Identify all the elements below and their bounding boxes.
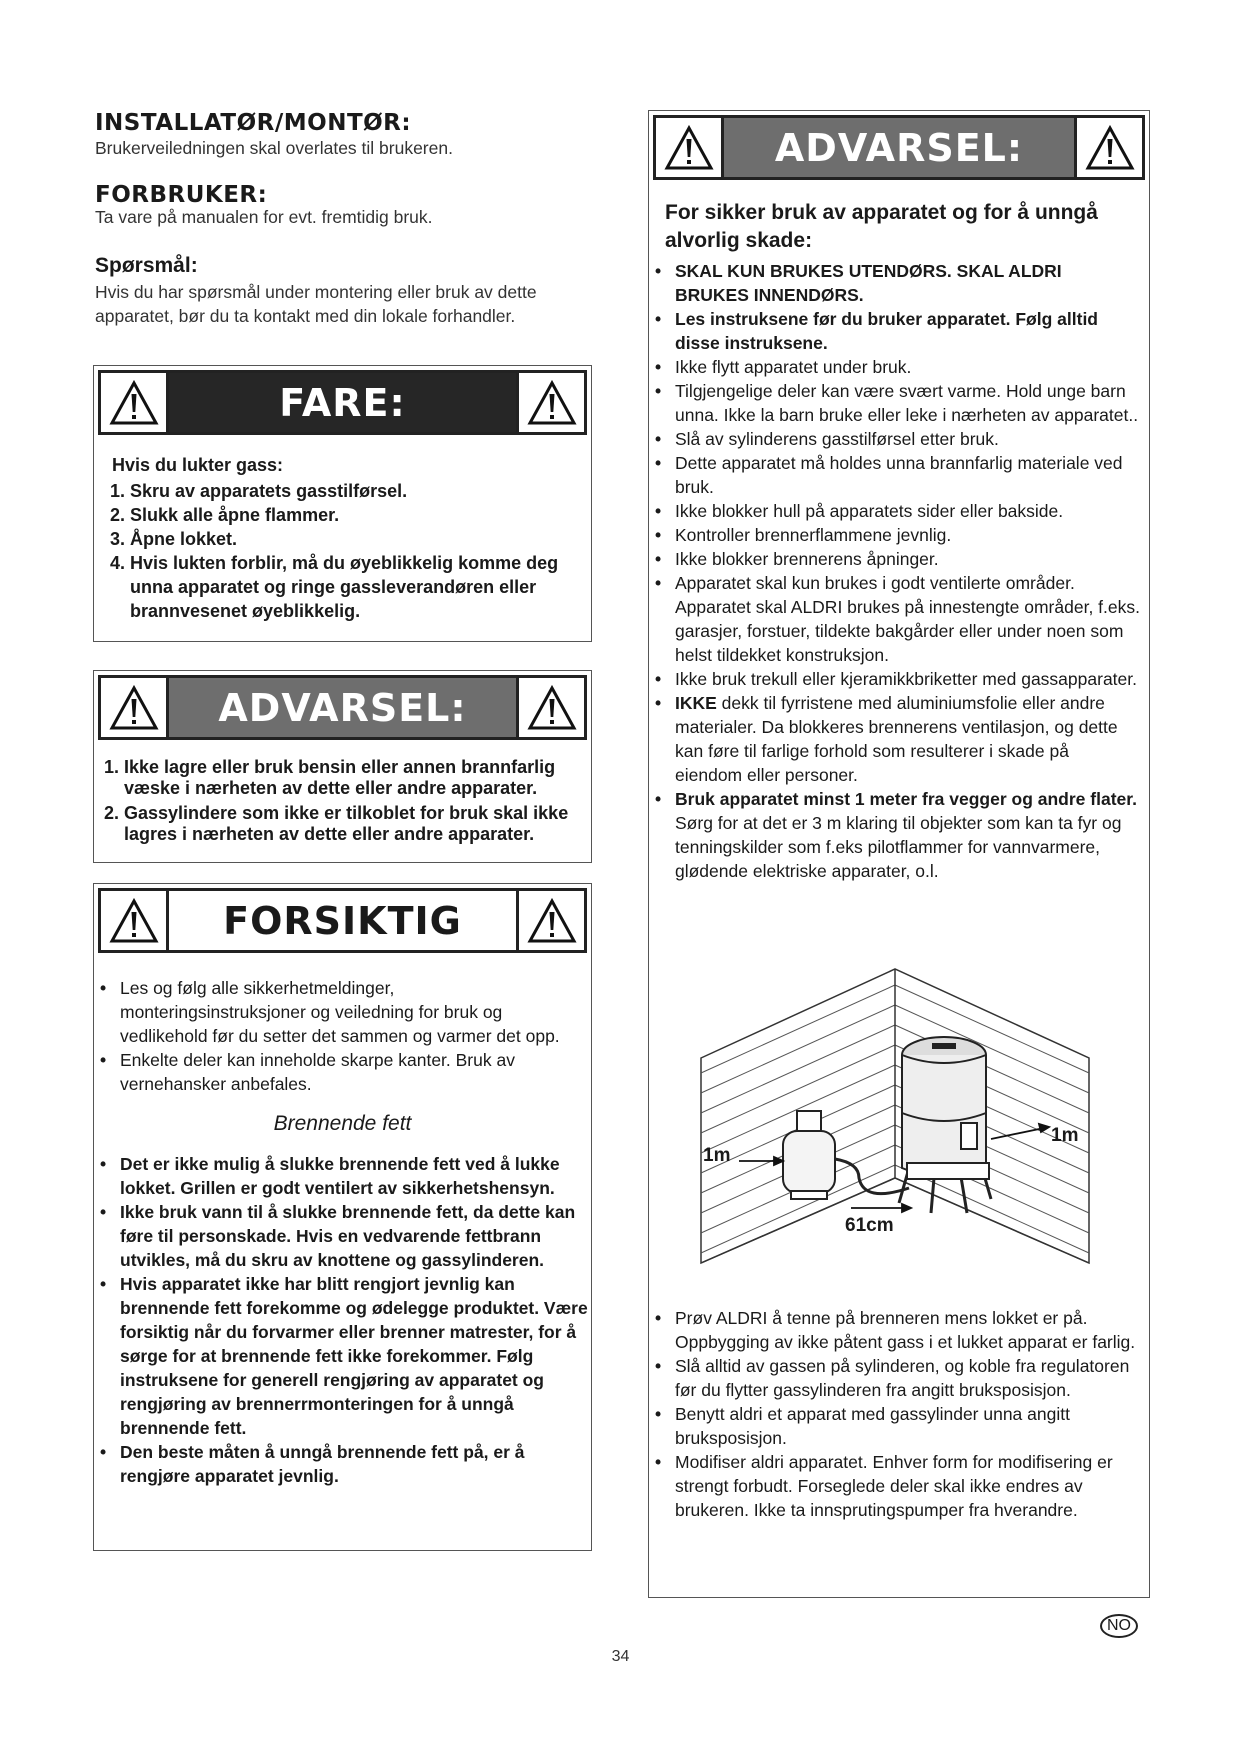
distance-rest: Sørg for at det er 3 m klaring til objekter som kan ta fyr og tenningskilder som f.eks pilotflammer for vannvarmere, glødende elektriske apparater, o.l. [675, 813, 1122, 881]
consumer-text: Ta vare på manualen for evt. fremtidig bruk. [95, 207, 433, 227]
list-item [675, 691, 1140, 787]
list-item: • Apparatet skal kun brukes i godt ventilerte områder. Apparatet skal ALDRI brukes på innestengte områder, f.eks. garasjer, forstuer, tildekte bakgårder eller under noen som helst tildekket konstruksjon. [675, 571, 1140, 667]
warning-right-box [648, 110, 1150, 1598]
ikke-rest: dekk til fyrristene med aluminiumsfolie eller andre materialer. Da blokkeres brennerens ventilasjon, og dette kan føre til farlige forhold som resulterer i skade på eiendom eller personer. [675, 693, 1118, 785]
danger-intro: Hvis du lukter gass: [112, 455, 284, 475]
warning-left-list [88, 757, 594, 845]
ikke-bold: IKKE [675, 693, 717, 713]
warning-right-list [651, 259, 1140, 883]
list-item: • Modifiser aldri apparatet. Enhver form for modifisering er strengt forbudt. Forseglede deler skal ikke endres av brukeren. Ikke ta innsprutingspumper fra hverandre. [675, 1450, 1140, 1522]
warning-right-banner [653, 115, 1145, 180]
warning-triangle-icon [656, 118, 724, 177]
list-item: • Enkelte deler kan inneholde skarpe kanter. Bruk av vernehansker anbefales. [120, 1048, 570, 1096]
installer-heading: INSTALLATØR/MONTØR: [95, 110, 412, 136]
list-item: 3. Åpne lokket. [130, 527, 590, 551]
grease-list [96, 1152, 595, 1488]
list-item: • SKAL KUN BRUKES UTENDØRS. SKAL ALDRI BRUKES INNENDØRS. [675, 259, 1140, 307]
list-item: 1. Skru av apparatets gasstilførsel. [130, 479, 590, 503]
warning-left-banner [98, 675, 587, 740]
danger-banner [98, 370, 587, 435]
list-item: 1. Ikke lagre eller bruk bensin eller annen brannfarlig væske i nærheten av dette eller andre apparater. [124, 757, 594, 799]
list-item: • Kontroller brennerflammene jevnlig. [675, 523, 1140, 547]
list-item: • Hvis apparatet ikke har blitt rengjort jevnlig kan brennende fett forekomme og ødelegge produktet. Være forsiktig når du forvarmer eller brenner matrester, for å sørge for at brennende fett ikke forekommer. Følg instruksene for generell rengjøring av apparatet og rengjøring av brennerrmonteringen for å unngå brennende fett. [120, 1272, 595, 1440]
danger-list [94, 479, 590, 623]
list-item: 2. Slukk alle åpne flammer. [130, 503, 590, 527]
distance-bold: Bruk apparatet minst 1 meter fra vegger og andre flater. [675, 789, 1137, 809]
figure-label-left: 1m [703, 1145, 731, 1166]
warning-triangle-icon [516, 678, 584, 737]
list-item: 4. Hvis lukten forblir, må du øyeblikkelig komme deg unna apparatet og ringe gassleverandøren eller brannvesenet øyeblikkelig. [130, 551, 590, 623]
clearance-illustration [699, 963, 1091, 1283]
list-item: • Ikke bruk vann til å slukke brennende fett, da dette kan føre til personskade. Hvis en vedvarende fettbrann utvikles, må du skru av knottene og gassylinderen. [120, 1200, 595, 1272]
list-item: • Ikke blokker brennerens åpninger. [675, 547, 1140, 571]
warning-triangle-icon [1074, 118, 1142, 177]
language-badge: NO [1100, 1614, 1138, 1638]
warning-triangle-icon [516, 373, 584, 432]
caution-banner [98, 888, 587, 953]
figure-label-right: 1m [1051, 1125, 1079, 1146]
page-number: 34 [611, 1648, 630, 1665]
warning-right-heading: For sikker bruk av apparatet og for å unngå alvorlig skade: [665, 201, 1098, 252]
list-item: • Den beste måten å unngå brennende fett på, er å rengjøre apparatet jevnlig. [120, 1440, 595, 1488]
danger-box [93, 365, 592, 642]
warning-left-box [93, 670, 592, 863]
list-item: • Slå alltid av gassen på sylinderen, og koble fra regulatoren før du flytter gassylinderen fra angitt bruksposisjon. [675, 1354, 1140, 1402]
figure-label-bottom: 61cm [845, 1215, 894, 1236]
consumer-heading: FORBRUKER: [95, 182, 268, 208]
list-item: • Tilgjengelige deler kan være svært varme. Hold unge barn unna. Ikke la barn bruke eller leke i nærheten av apparatet.. [675, 379, 1140, 427]
questions-text: Hvis du har spørsmål under montering eller bruk av dette apparatet, bør du ta kontakt med din lokale forhandler. [95, 282, 537, 326]
list-item: • Les instruksene før du bruker apparatet. Følg alltid disse instruksene. [675, 307, 1140, 355]
caution-title: FORSIKTIG [169, 891, 516, 950]
questions-heading: Spørsmål: [95, 254, 198, 277]
list-item: • Prøv ALDRI å tenne på brenneren mens lokket er på. Oppbygging av ikke påtent gass i et lukket apparat er farlig. [675, 1306, 1140, 1354]
list-item: • Ikke blokker hull på apparatets sider eller bakside. [675, 499, 1140, 523]
warning-triangle-icon [516, 891, 584, 950]
list-item: • Slå av sylinderens gasstilførsel etter bruk. [675, 427, 1140, 451]
warning-triangle-icon [101, 891, 169, 950]
installer-text: Brukerveiledningen skal overlates til brukeren. [95, 138, 453, 158]
list-item [675, 787, 1140, 883]
warning-right-title: ADVARSEL: [724, 118, 1074, 177]
caution-box [93, 883, 592, 1551]
list-item: • Dette apparatet må holdes unna brannfarlig materiale ved bruk. [675, 451, 1140, 499]
grease-subheading: Brennende fett [273, 1112, 412, 1135]
list-item: • Ikke bruk trekull eller kjeramikkbriketter med gassapparater. [675, 667, 1140, 691]
list-item: • Les og følg alle sikkerhetmeldinger, monteringsinstruksjoner og veiledning for bruk og vedlikehold før du setter det sammen og varmer det opp. [120, 976, 570, 1048]
warning-right-list-after [651, 1306, 1140, 1522]
list-item: • Benytt aldri et apparat med gassylinder unna angitt bruksposisjon. [675, 1402, 1140, 1450]
list-item: • Det er ikke mulig å slukke brennende fett ved å lukke lokket. Grillen er godt ventilert av sikkerhetshensyn. [120, 1152, 595, 1200]
warning-triangle-icon [101, 373, 169, 432]
caution-list [96, 976, 570, 1096]
list-item: • Ikke flytt apparatet under bruk. [675, 355, 1140, 379]
danger-title: FARE: [169, 373, 516, 432]
list-item: 2. Gassylindere som ikke er tilkoblet for bruk skal ikke lagres i nærheten av dette eller andre apparater. [124, 803, 594, 845]
warning-triangle-icon [101, 678, 169, 737]
warning-left-title: ADVARSEL: [169, 678, 516, 737]
